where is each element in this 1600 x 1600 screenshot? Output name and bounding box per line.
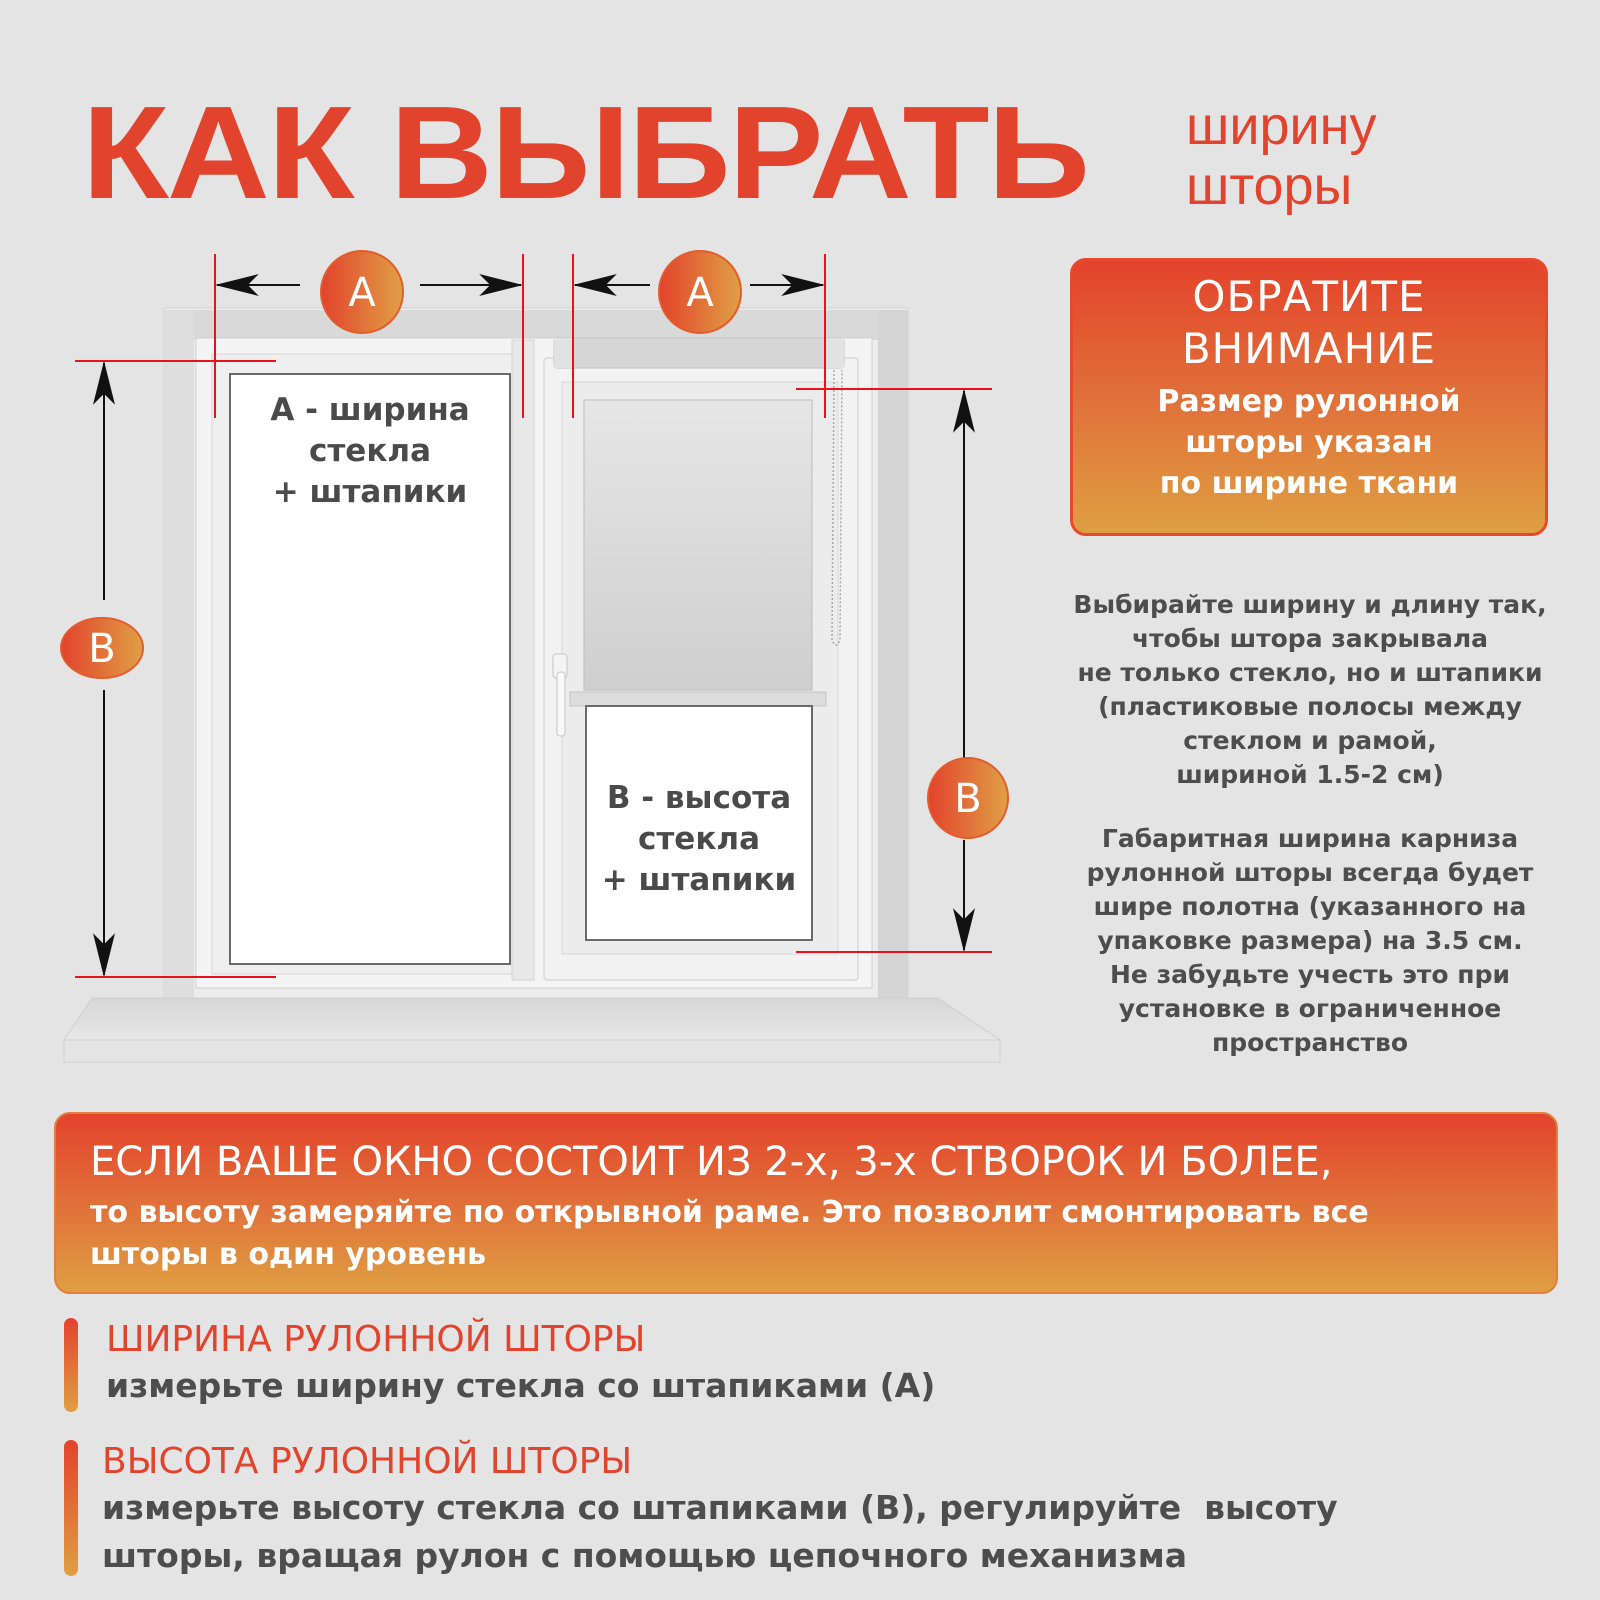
- info-line: чтобы штора закрывала: [1131, 624, 1489, 653]
- right-glass-label: [586, 778, 812, 901]
- notice-body-line: шторы указан: [1185, 425, 1433, 460]
- info-line: (пластиковые полосы между: [1098, 692, 1522, 721]
- multi-sash-banner: [54, 1112, 1558, 1294]
- height-section-text-line-2: шторы, вращая рулон с помощью цепочного механизма: [102, 1536, 1187, 1575]
- info-block-coverage: [1040, 588, 1580, 792]
- banner-body-line: то высоту замеряйте по открывной раме. Это позволит смонтировать все: [90, 1195, 1369, 1230]
- width-section-text: измерьте ширину стекла со штапиками (А): [106, 1366, 936, 1405]
- notice-heading: [1073, 271, 1545, 375]
- notice-box: [1070, 258, 1548, 536]
- banner-body-line: шторы в один уровень: [90, 1237, 487, 1272]
- badge-label: A: [348, 270, 376, 316]
- label-line: A - ширина: [270, 392, 470, 428]
- banner-body: [90, 1192, 1556, 1276]
- label-line: стекла: [308, 433, 432, 469]
- info-line: Не забудьте учесть это при: [1110, 960, 1510, 989]
- info-block-cornice: [1040, 822, 1580, 1060]
- info-line: рулонной шторы всегда будет: [1086, 858, 1534, 887]
- info-line: Габаритная ширина карниза: [1101, 824, 1519, 853]
- height-section-title: ВЫСОТА РУЛОННОЙ ШТОРЫ: [102, 1441, 633, 1482]
- info-line: стеклом и рамой,: [1183, 726, 1437, 755]
- info-line: упаковке размера) на 3.5 см.: [1097, 926, 1523, 955]
- label-line: + штапики: [601, 862, 797, 898]
- subtitle-line-2: шторы: [1186, 156, 1353, 216]
- page-subtitle: [1186, 96, 1377, 216]
- window-sill: [64, 998, 1000, 1062]
- left-glass-label: [230, 390, 510, 513]
- info-line: установке в ограниченное: [1118, 994, 1502, 1023]
- notice-heading-line-1: ОБРАТИТЕ: [1192, 272, 1426, 321]
- width-section-bar: [64, 1318, 78, 1412]
- label-line: стекла: [637, 821, 761, 857]
- width-section: [106, 1318, 935, 1410]
- label-line: B - высота: [606, 780, 792, 816]
- height-section-text-line-1: измерьте высоту стекла со штапиками (В), регулируйте высоту: [102, 1488, 1338, 1527]
- info-line: шириной 1.5-2 см): [1176, 760, 1444, 789]
- height-section: [102, 1440, 1338, 1580]
- badge-label: A: [686, 270, 714, 316]
- height-section-bar: [64, 1440, 78, 1576]
- subtitle-line-1: ширину: [1186, 96, 1377, 156]
- notice-body: [1073, 381, 1545, 504]
- banner-heading: ЕСЛИ ВАШЕ ОКНО СОСТОИТ ИЗ 2-х, 3-х СТВОРОК И БОЛЕЕ,: [90, 1139, 1333, 1185]
- badge-width-left: [321, 251, 403, 333]
- width-section-title: ШИРИНА РУЛОННОЙ ШТОРЫ: [106, 1319, 646, 1360]
- page-title: КАК ВЫБРАТЬ: [82, 79, 1088, 226]
- info-line: пространство: [1212, 1028, 1408, 1057]
- badge-label: B: [954, 776, 982, 822]
- badge-height-right: [928, 758, 1008, 838]
- badge-label: B: [88, 626, 116, 672]
- info-line: шире полотна (указанного на: [1093, 892, 1527, 921]
- notice-heading-line-2: ВНИМАНИЕ: [1181, 324, 1437, 373]
- window-diagram: [0, 0, 1040, 1080]
- notice-body-line: по ширине ткани: [1159, 466, 1459, 501]
- badge-width-right: [659, 251, 741, 333]
- info-line: Выбирайте ширину и длину так,: [1073, 590, 1547, 619]
- info-line: не только стекло, но и штапики: [1077, 658, 1543, 687]
- notice-body-line: Размер рулонной: [1157, 384, 1461, 419]
- label-line: + штапики: [272, 474, 468, 510]
- badge-height-left: [61, 618, 143, 678]
